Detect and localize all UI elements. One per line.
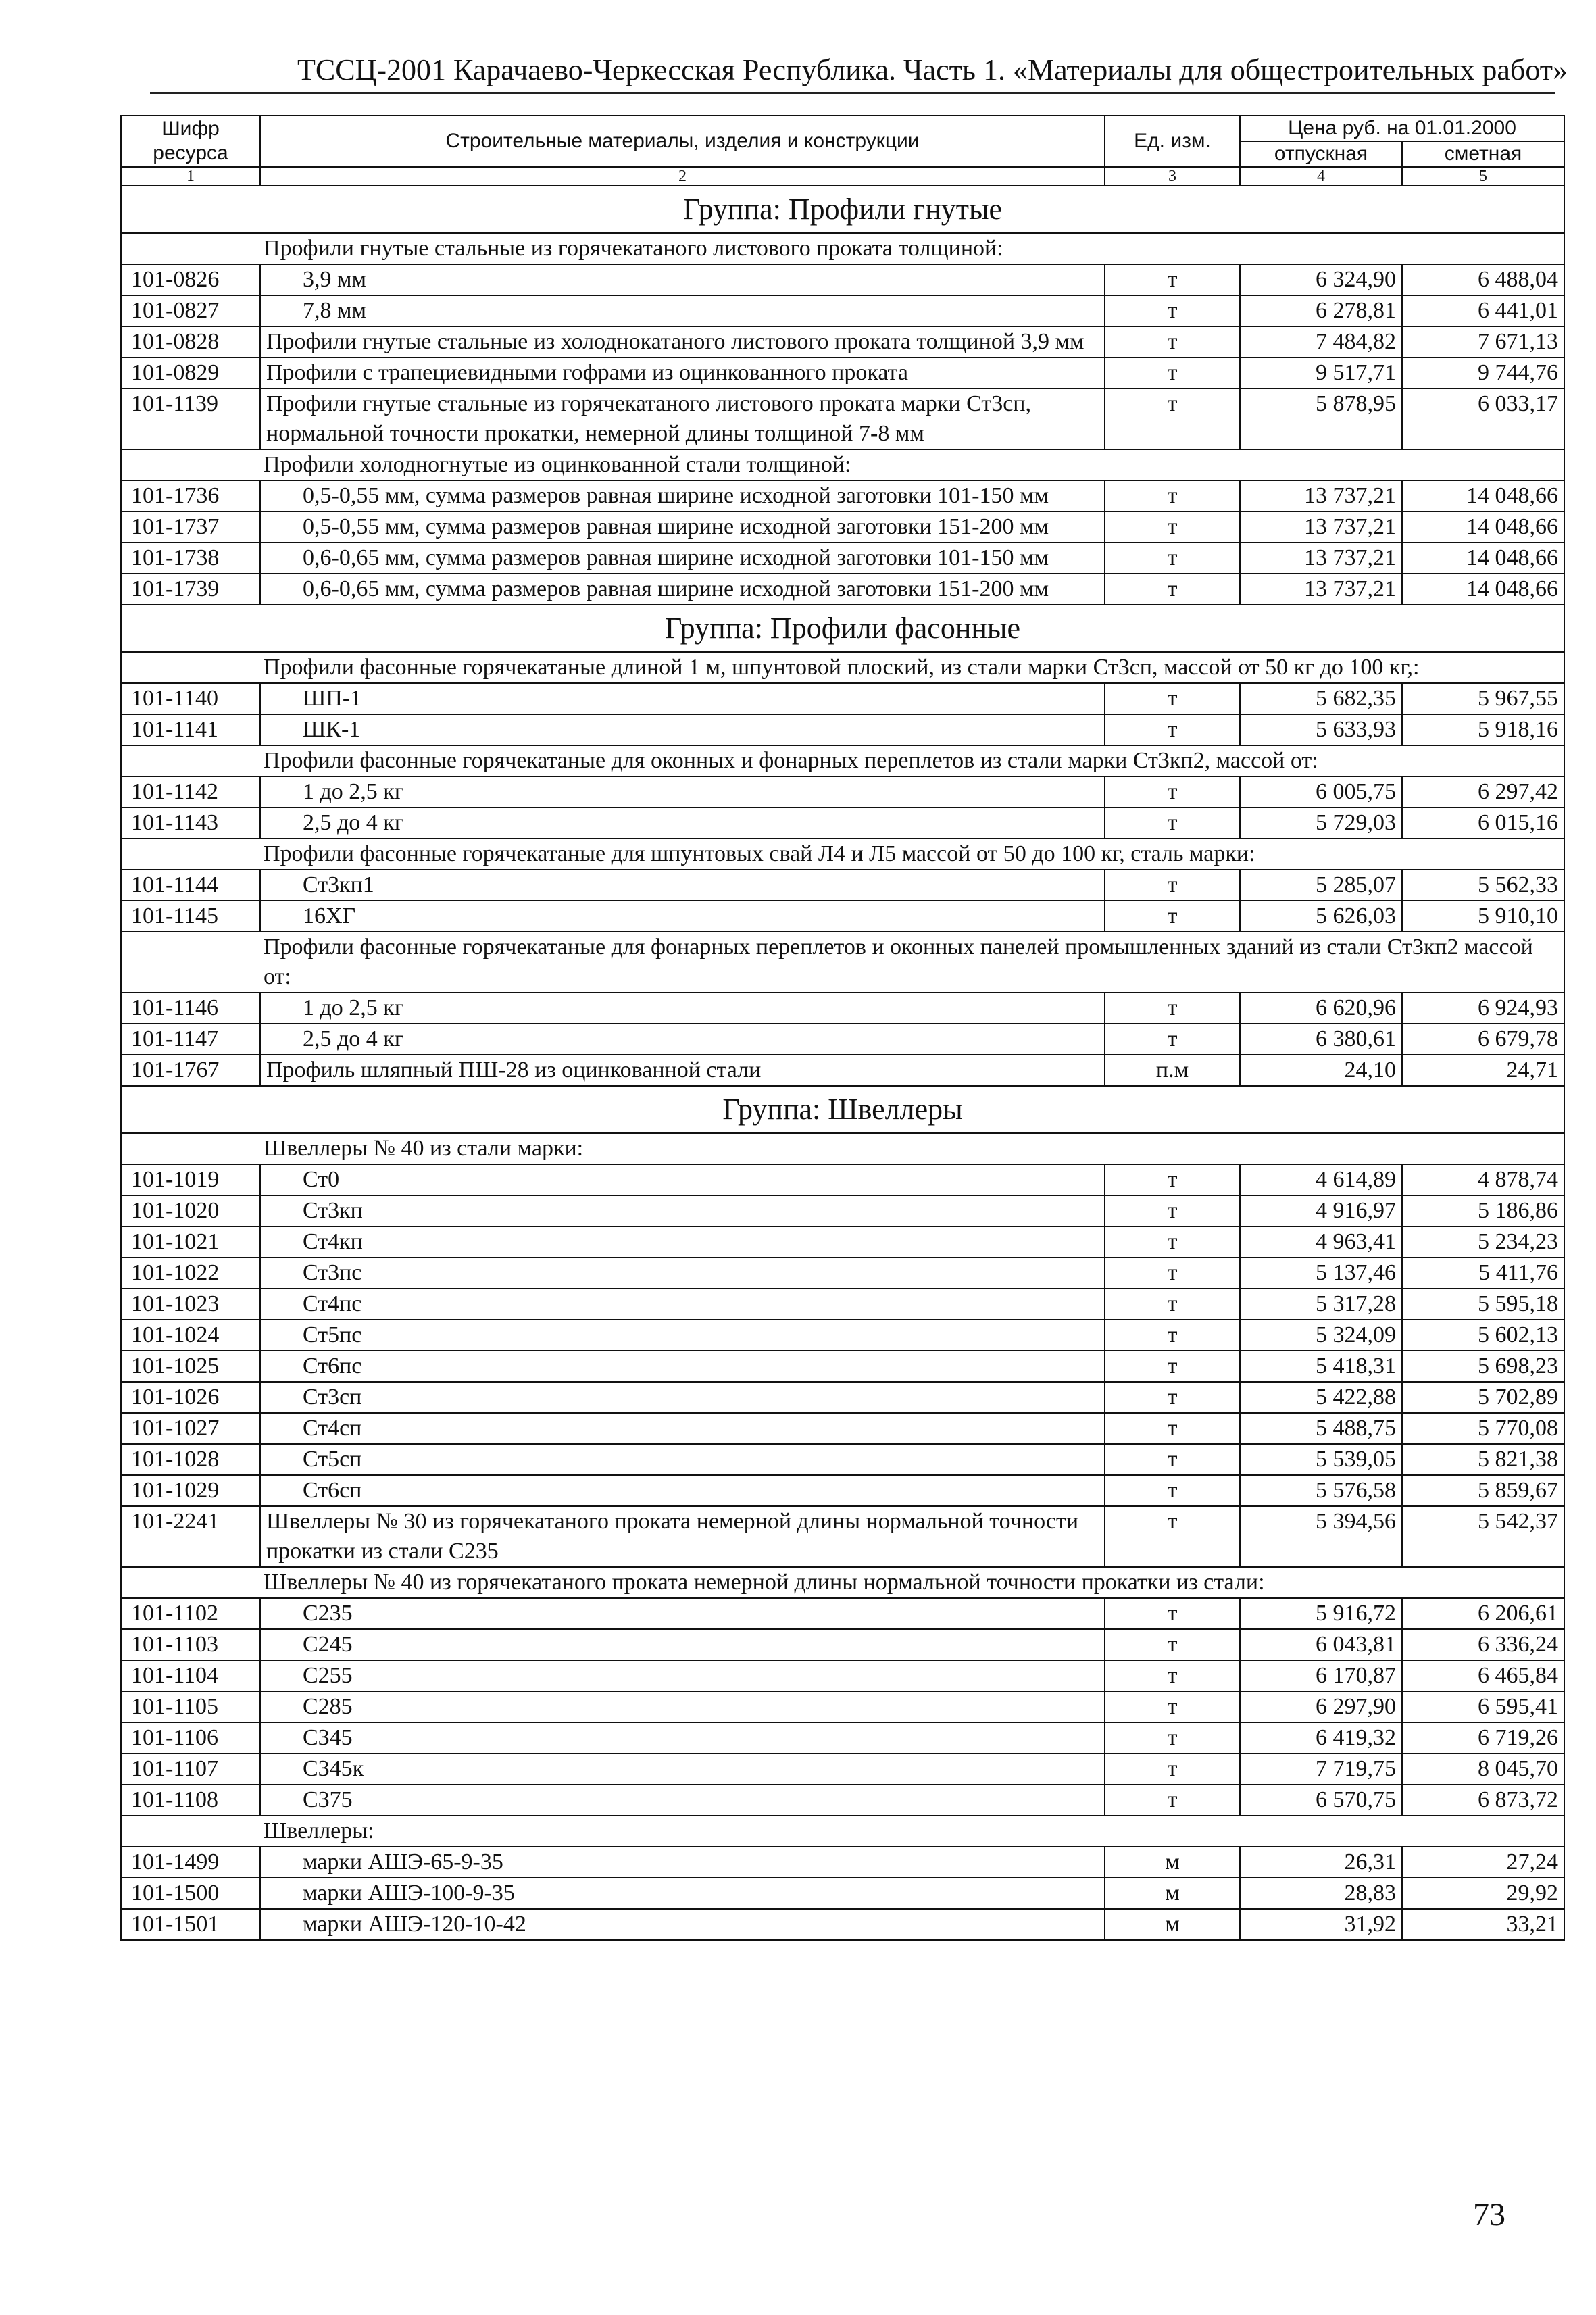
material-name: С285 — [260, 1691, 1105, 1722]
subheading: Профили холодногнутые из оцинкованной стали толщиной: — [121, 449, 1564, 480]
material-name: Ст3сп — [260, 1382, 1105, 1413]
subheading: Швеллеры № 40 из горячекатаного проката немерной длины нормальной точности прокатки из стали: — [121, 1567, 1564, 1598]
table-row — [121, 1660, 1564, 1691]
estimate-price: 5 698,23 — [1402, 1351, 1564, 1382]
estimate-price: 5 186,86 — [1402, 1195, 1564, 1226]
table-row — [121, 512, 1564, 543]
material-name: С345к — [260, 1753, 1105, 1785]
material-name: Ст0 — [260, 1164, 1105, 1195]
table-row — [121, 776, 1564, 807]
resource-code: 101-1107 — [121, 1753, 260, 1785]
release-price: 6 620,96 — [1240, 993, 1402, 1024]
material-name: С255 — [260, 1660, 1105, 1691]
unit-of-measure: т — [1105, 1785, 1240, 1816]
release-price: 13 737,21 — [1240, 512, 1402, 543]
release-price: 5 488,75 — [1240, 1413, 1402, 1444]
release-price: 6 278,81 — [1240, 295, 1402, 326]
material-name: С235 — [260, 1598, 1105, 1629]
release-price: 5 633,93 — [1240, 714, 1402, 745]
unit-of-measure: т — [1105, 389, 1240, 449]
estimate-price: 6 206,61 — [1402, 1598, 1564, 1629]
resource-code: 101-0826 — [121, 264, 260, 295]
unit-of-measure: т — [1105, 1289, 1240, 1320]
material-name: 2,5 до 4 кг — [260, 807, 1105, 839]
estimate-price: 14 048,66 — [1402, 574, 1564, 605]
unit-of-measure: т — [1105, 807, 1240, 839]
resource-code: 101-1024 — [121, 1320, 260, 1351]
subheading: Профили фасонные горячекатаные для фонарных переплетов и оконных панелей промышленных зданий из стали Ст3кп2 массой от: — [121, 932, 1564, 993]
resource-code: 101-2241 — [121, 1506, 260, 1567]
table-row — [121, 264, 1564, 295]
price-table — [120, 115, 1565, 1941]
group-heading: Группа: Швеллеры — [121, 1086, 1564, 1133]
subheading: Швеллеры: — [121, 1816, 1564, 1847]
table-row — [121, 901, 1564, 932]
unit-of-measure: т — [1105, 1753, 1240, 1785]
page-number: 73 — [1473, 2197, 1505, 2233]
release-price: 5 626,03 — [1240, 901, 1402, 932]
release-price: 6 005,75 — [1240, 776, 1402, 807]
table-row — [121, 1598, 1564, 1629]
material-name: Ст3кп1 — [260, 870, 1105, 901]
material-name: Ст6сп — [260, 1475, 1105, 1506]
table-row — [121, 480, 1564, 512]
unit-of-measure: м — [1105, 1909, 1240, 1940]
subheading-row — [121, 449, 1564, 480]
subheading-row — [121, 745, 1564, 776]
group-heading: Группа: Профили фасонные — [121, 605, 1564, 652]
material-name: 0,6-0,65 мм, сумма размеров равная ширине исходной заготовки 101-150 мм — [260, 543, 1105, 574]
release-price: 5 576,58 — [1240, 1475, 1402, 1506]
estimate-price: 24,71 — [1402, 1055, 1564, 1086]
unit-of-measure: т — [1105, 1598, 1240, 1629]
unit-of-measure: т — [1105, 1164, 1240, 1195]
estimate-price: 5 770,08 — [1402, 1413, 1564, 1444]
material-name: ШП-1 — [260, 683, 1105, 714]
header-rule — [150, 92, 1555, 94]
table-row — [121, 543, 1564, 574]
unit-of-measure: т — [1105, 295, 1240, 326]
unit-of-measure: т — [1105, 1351, 1240, 1382]
subheading: Швеллеры № 40 из стали марки: — [121, 1133, 1564, 1164]
release-price: 4 963,41 — [1240, 1226, 1402, 1258]
col-header-price: Цена руб. на 01.01.2000 — [1240, 116, 1564, 141]
resource-code: 101-0827 — [121, 295, 260, 326]
unit-of-measure: т — [1105, 1382, 1240, 1413]
table-row — [121, 389, 1564, 449]
resource-code: 101-1105 — [121, 1691, 260, 1722]
release-price: 6 043,81 — [1240, 1629, 1402, 1660]
release-price: 6 170,87 — [1240, 1660, 1402, 1691]
resource-code: 101-1141 — [121, 714, 260, 745]
resource-code: 101-0829 — [121, 357, 260, 389]
estimate-price: 4 878,74 — [1402, 1164, 1564, 1195]
unit-of-measure: т — [1105, 683, 1240, 714]
group-heading-row — [121, 1086, 1564, 1133]
release-price: 26,31 — [1240, 1847, 1402, 1878]
release-price: 5 422,88 — [1240, 1382, 1402, 1413]
estimate-price: 6 719,26 — [1402, 1722, 1564, 1753]
release-price: 9 517,71 — [1240, 357, 1402, 389]
table-row — [121, 1413, 1564, 1444]
unit-of-measure: т — [1105, 1024, 1240, 1055]
resource-code: 101-1139 — [121, 389, 260, 449]
release-price: 4 916,97 — [1240, 1195, 1402, 1226]
unit-of-measure: т — [1105, 1444, 1240, 1475]
material-name: марки АШЭ-65-9-35 — [260, 1847, 1105, 1878]
release-price: 5 729,03 — [1240, 807, 1402, 839]
estimate-price: 5 562,33 — [1402, 870, 1564, 901]
resource-code: 101-1767 — [121, 1055, 260, 1086]
subheading-row — [121, 1816, 1564, 1847]
release-price: 5 878,95 — [1240, 389, 1402, 449]
resource-code: 101-1145 — [121, 901, 260, 932]
unit-of-measure: т — [1105, 714, 1240, 745]
table-row — [121, 1351, 1564, 1382]
release-price: 13 737,21 — [1240, 574, 1402, 605]
resource-code: 101-1102 — [121, 1598, 260, 1629]
unit-of-measure: т — [1105, 1258, 1240, 1289]
unit-of-measure: т — [1105, 1475, 1240, 1506]
resource-code: 101-1029 — [121, 1475, 260, 1506]
material-name: Ст4кп — [260, 1226, 1105, 1258]
material-name: Профили гнутые стальные из горячекатаного листового проката марки Ст3сп, нормальной точности прокатки, немерной длины толщиной 7-8 мм — [260, 389, 1105, 449]
resource-code: 101-1028 — [121, 1444, 260, 1475]
table-row — [121, 1909, 1564, 1940]
material-name: 1 до 2,5 кг — [260, 993, 1105, 1024]
material-name: Ст6пс — [260, 1351, 1105, 1382]
table-row — [121, 1320, 1564, 1351]
material-name: 0,5-0,55 мм, сумма размеров равная ширине исходной заготовки 101-150 мм — [260, 480, 1105, 512]
estimate-price: 14 048,66 — [1402, 543, 1564, 574]
estimate-price: 6 441,01 — [1402, 295, 1564, 326]
col-number-1: 1 — [121, 167, 260, 186]
release-price: 7 719,75 — [1240, 1753, 1402, 1785]
group-heading: Группа: Профили гнутые — [121, 186, 1564, 233]
col-header-estimate: сметная — [1402, 141, 1564, 167]
material-name: 0,6-0,65 мм, сумма размеров равная ширине исходной заготовки 151-200 мм — [260, 574, 1105, 605]
estimate-price: 9 744,76 — [1402, 357, 1564, 389]
subheading-row — [121, 1133, 1564, 1164]
unit-of-measure: п.м — [1105, 1055, 1240, 1086]
unit-of-measure: т — [1105, 1226, 1240, 1258]
material-name: 1 до 2,5 кг — [260, 776, 1105, 807]
table-row — [121, 326, 1564, 357]
resource-code: 101-0828 — [121, 326, 260, 357]
unit-of-measure: т — [1105, 480, 1240, 512]
col-number-2: 2 — [260, 167, 1105, 186]
resource-code: 101-1019 — [121, 1164, 260, 1195]
estimate-price: 5 602,13 — [1402, 1320, 1564, 1351]
release-price: 5 539,05 — [1240, 1444, 1402, 1475]
estimate-price: 27,24 — [1402, 1847, 1564, 1878]
unit-of-measure: т — [1105, 512, 1240, 543]
resource-code: 101-1146 — [121, 993, 260, 1024]
unit-of-measure: т — [1105, 1506, 1240, 1567]
material-name: Профили с трапециевидными гофрами из оцинкованного проката — [260, 357, 1105, 389]
estimate-price: 6 873,72 — [1402, 1785, 1564, 1816]
material-name: ШК-1 — [260, 714, 1105, 745]
estimate-price: 7 671,13 — [1402, 326, 1564, 357]
unit-of-measure: т — [1105, 357, 1240, 389]
material-name: Ст4сп — [260, 1413, 1105, 1444]
table-row — [121, 1195, 1564, 1226]
material-name: Ст3кп — [260, 1195, 1105, 1226]
estimate-price: 14 048,66 — [1402, 480, 1564, 512]
material-name: С375 — [260, 1785, 1105, 1816]
estimate-price: 5 234,23 — [1402, 1226, 1564, 1258]
estimate-price: 6 015,16 — [1402, 807, 1564, 839]
release-price: 5 317,28 — [1240, 1289, 1402, 1320]
table-row — [121, 1289, 1564, 1320]
release-price: 24,10 — [1240, 1055, 1402, 1086]
release-price: 6 419,32 — [1240, 1722, 1402, 1753]
estimate-price: 6 679,78 — [1402, 1024, 1564, 1055]
estimate-price: 6 488,04 — [1402, 264, 1564, 295]
table-row — [121, 1629, 1564, 1660]
release-price: 5 394,56 — [1240, 1506, 1402, 1567]
unit-of-measure: т — [1105, 1320, 1240, 1351]
release-price: 13 737,21 — [1240, 480, 1402, 512]
resource-code: 101-1025 — [121, 1351, 260, 1382]
estimate-price: 6 465,84 — [1402, 1660, 1564, 1691]
table-row — [121, 1475, 1564, 1506]
unit-of-measure: т — [1105, 543, 1240, 574]
material-name: Профиль шляпный ПШ-28 из оцинкованной стали — [260, 1055, 1105, 1086]
estimate-price: 5 859,67 — [1402, 1475, 1564, 1506]
table-row — [121, 1878, 1564, 1909]
table-row — [121, 1024, 1564, 1055]
unit-of-measure: т — [1105, 776, 1240, 807]
release-price: 4 614,89 — [1240, 1164, 1402, 1195]
table-row — [121, 1691, 1564, 1722]
estimate-price: 5 702,89 — [1402, 1382, 1564, 1413]
col-number-4: 4 — [1240, 167, 1402, 186]
release-price: 13 737,21 — [1240, 543, 1402, 574]
material-name: 16ХГ — [260, 901, 1105, 932]
estimate-price: 29,92 — [1402, 1878, 1564, 1909]
table-row — [121, 295, 1564, 326]
resource-code: 101-1104 — [121, 1660, 260, 1691]
subheading-row — [121, 932, 1564, 993]
table-row — [121, 714, 1564, 745]
unit-of-measure: т — [1105, 901, 1240, 932]
estimate-price: 6 595,41 — [1402, 1691, 1564, 1722]
material-name: Ст5пс — [260, 1320, 1105, 1351]
table-row — [121, 807, 1564, 839]
resource-code: 101-1738 — [121, 543, 260, 574]
resource-code: 101-1021 — [121, 1226, 260, 1258]
estimate-price: 14 048,66 — [1402, 512, 1564, 543]
unit-of-measure: т — [1105, 993, 1240, 1024]
release-price: 5 137,46 — [1240, 1258, 1402, 1289]
table-row — [121, 357, 1564, 389]
release-price: 31,92 — [1240, 1909, 1402, 1940]
estimate-price: 8 045,70 — [1402, 1753, 1564, 1785]
estimate-price: 6 297,42 — [1402, 776, 1564, 807]
material-name: Ст4пс — [260, 1289, 1105, 1320]
resource-code: 101-1739 — [121, 574, 260, 605]
material-name: 0,5-0,55 мм, сумма размеров равная ширине исходной заготовки 151-200 мм — [260, 512, 1105, 543]
material-name: С345 — [260, 1722, 1105, 1753]
resource-code: 101-1027 — [121, 1413, 260, 1444]
material-name: Швеллеры № 30 из горячекатаного проката немерной длины нормальной точности прокатки из стали С235 — [260, 1506, 1105, 1567]
unit-of-measure: м — [1105, 1847, 1240, 1878]
release-price: 5 682,35 — [1240, 683, 1402, 714]
estimate-price: 33,21 — [1402, 1909, 1564, 1940]
table-row — [121, 1722, 1564, 1753]
table-row — [121, 1785, 1564, 1816]
subheading: Профили фасонные горячекатаные длиной 1 м, шпунтовой плоский, из стали марки Ст3сп, массой от 50 кг до 100 кг,: — [121, 652, 1564, 683]
release-price: 5 285,07 — [1240, 870, 1402, 901]
release-price: 6 570,75 — [1240, 1785, 1402, 1816]
col-number-5: 5 — [1402, 167, 1564, 186]
unit-of-measure: т — [1105, 1195, 1240, 1226]
table-row — [121, 1444, 1564, 1475]
resource-code: 101-1501 — [121, 1909, 260, 1940]
estimate-price: 5 411,76 — [1402, 1258, 1564, 1289]
running-header: ТССЦ-2001 Карачаево-Черкесская Республика. Часть 1. «Материалы для общестроительных работ» — [297, 53, 1568, 86]
col-number-3: 3 — [1105, 167, 1240, 186]
subheading-row — [121, 1567, 1564, 1598]
table-row — [121, 870, 1564, 901]
table-row — [121, 1258, 1564, 1289]
unit-of-measure: т — [1105, 326, 1240, 357]
material-name: 2,5 до 4 кг — [260, 1024, 1105, 1055]
unit-of-measure: т — [1105, 574, 1240, 605]
resource-code: 101-1023 — [121, 1289, 260, 1320]
unit-of-measure: т — [1105, 1413, 1240, 1444]
release-price: 6 380,61 — [1240, 1024, 1402, 1055]
estimate-price: 6 924,93 — [1402, 993, 1564, 1024]
release-price: 7 484,82 — [1240, 326, 1402, 357]
release-price: 5 324,09 — [1240, 1320, 1402, 1351]
subheading-row — [121, 652, 1564, 683]
table-row — [121, 574, 1564, 605]
resource-code: 101-1500 — [121, 1878, 260, 1909]
table-row — [121, 1164, 1564, 1195]
unit-of-measure: т — [1105, 870, 1240, 901]
estimate-price: 5 910,10 — [1402, 901, 1564, 932]
estimate-price: 5 821,38 — [1402, 1444, 1564, 1475]
resource-code: 101-1108 — [121, 1785, 260, 1816]
resource-code: 101-1106 — [121, 1722, 260, 1753]
material-name: Ст3пс — [260, 1258, 1105, 1289]
release-price: 6 324,90 — [1240, 264, 1402, 295]
resource-code: 101-1026 — [121, 1382, 260, 1413]
estimate-price: 5 967,55 — [1402, 683, 1564, 714]
resource-code: 101-1140 — [121, 683, 260, 714]
release-price: 6 297,90 — [1240, 1691, 1402, 1722]
table-row — [121, 1226, 1564, 1258]
resource-code: 101-1142 — [121, 776, 260, 807]
table-row — [121, 1506, 1564, 1567]
col-header-code: Шифр ресурса — [121, 116, 260, 167]
subheading: Профили гнутые стальные из горячекатаного листового проката толщиной: — [121, 233, 1564, 264]
col-header-release: отпускная — [1240, 141, 1402, 167]
unit-of-measure: т — [1105, 264, 1240, 295]
material-name: 7,8 мм — [260, 295, 1105, 326]
release-price: 28,83 — [1240, 1878, 1402, 1909]
resource-code: 101-1144 — [121, 870, 260, 901]
unit-of-measure: т — [1105, 1660, 1240, 1691]
estimate-price: 5 595,18 — [1402, 1289, 1564, 1320]
resource-code: 101-1147 — [121, 1024, 260, 1055]
release-price: 5 916,72 — [1240, 1598, 1402, 1629]
resource-code: 101-1737 — [121, 512, 260, 543]
estimate-price: 5 918,16 — [1402, 714, 1564, 745]
resource-code: 101-1143 — [121, 807, 260, 839]
unit-of-measure: м — [1105, 1878, 1240, 1909]
release-price: 5 418,31 — [1240, 1351, 1402, 1382]
resource-code: 101-1103 — [121, 1629, 260, 1660]
material-name: марки АШЭ-120-10-42 — [260, 1909, 1105, 1940]
table-row — [121, 1382, 1564, 1413]
subheading-row — [121, 839, 1564, 870]
unit-of-measure: т — [1105, 1691, 1240, 1722]
subheading: Профили фасонные горячекатаные для шпунтовых свай Л4 и Л5 массой от 50 до 100 кг, сталь марки: — [121, 839, 1564, 870]
resource-code: 101-1020 — [121, 1195, 260, 1226]
estimate-price: 5 542,37 — [1402, 1506, 1564, 1567]
table-row — [121, 1055, 1564, 1086]
material-name: 3,9 мм — [260, 264, 1105, 295]
material-name: Ст5сп — [260, 1444, 1105, 1475]
material-name: Профили гнутые стальные из холоднокатаного листового проката толщиной 3,9 мм — [260, 326, 1105, 357]
unit-of-measure: т — [1105, 1629, 1240, 1660]
resource-code: 101-1022 — [121, 1258, 260, 1289]
table-row — [121, 1847, 1564, 1878]
subheading-row — [121, 233, 1564, 264]
resource-code: 101-1499 — [121, 1847, 260, 1878]
resource-code: 101-1736 — [121, 480, 260, 512]
unit-of-measure: т — [1105, 1722, 1240, 1753]
table-row — [121, 993, 1564, 1024]
material-name: марки АШЭ-100-9-35 — [260, 1878, 1105, 1909]
subheading: Профили фасонные горячекатаные для оконных и фонарных переплетов из стали марки Ст3кп2, массой от: — [121, 745, 1564, 776]
group-heading-row — [121, 186, 1564, 233]
col-header-unit: Ед. изм. — [1105, 116, 1240, 167]
material-name: С245 — [260, 1629, 1105, 1660]
estimate-price: 6 033,17 — [1402, 389, 1564, 449]
col-header-name: Строительные материалы, изделия и конструкции — [260, 116, 1105, 167]
table-row — [121, 683, 1564, 714]
group-heading-row — [121, 605, 1564, 652]
table-row — [121, 1753, 1564, 1785]
estimate-price: 6 336,24 — [1402, 1629, 1564, 1660]
table-body — [121, 186, 1564, 1940]
